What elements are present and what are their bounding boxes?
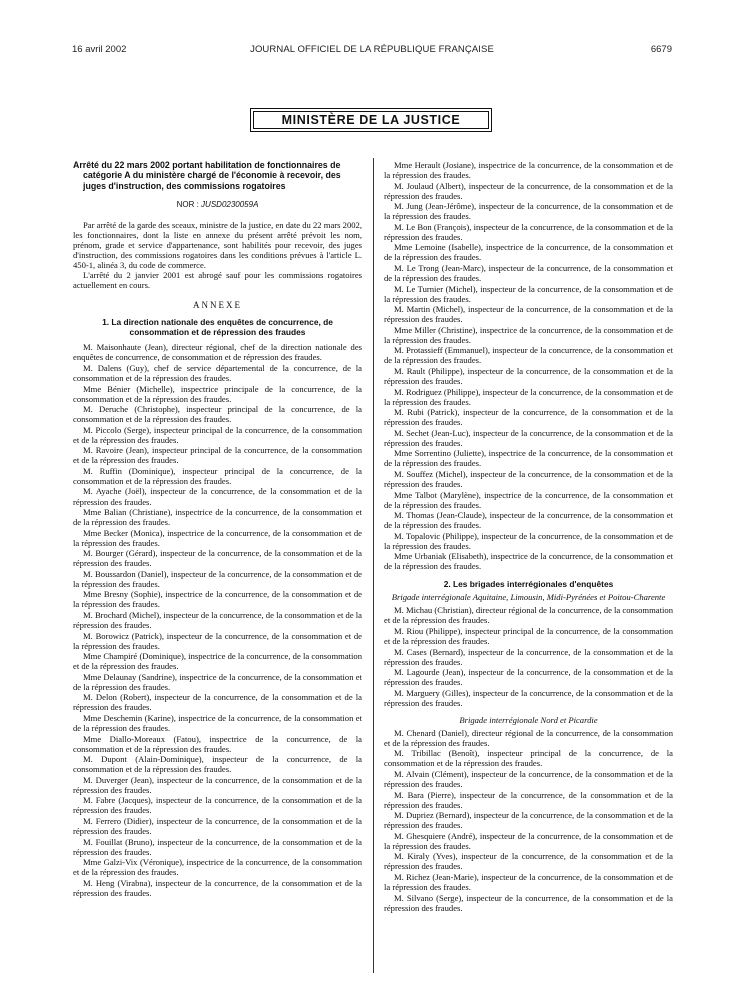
decree-paragraph: L'arrêté du 2 janvier 2001 est abrogé sauf pour les commissions rogatoires actuellement en cours. [73,270,362,291]
list-item: M. Ghesquiere (André), inspecteur de la concurrence, de la consommation et de la répression des fraudes. [384,830,673,851]
list-item: M. Bara (Pierre), inspecteur de la concurrence, de la consommation et de la répression des fraudes. [384,789,673,810]
list-item: M. Duverger (Jean), inspecteur de la concurrence, de la consommation et de la répression des fraudes. [73,774,362,795]
list-item: Mme Bresny (Sophie), inspectrice de la concurrence, de la consommation et de la répression des fraudes. [73,589,362,610]
list-item: M. Alvain (Clément), inspecteur de la concurrence, de la consommation et de la répression des fraudes. [384,769,673,790]
list-item: M. Deruche (Christophe), inspecteur principal de la concurrence, de la consommation et de la répression des fraudes. [73,404,362,425]
header-date: 16 avril 2002 [72,44,127,55]
brigade-2-name: Brigade interrégionale Nord et Picardie [459,714,598,725]
section-2-title: 2. Les brigades interrégionales d'enquêtes [443,579,614,590]
list-item: Mme Delaunay (Sandrine), inspectrice de la concurrence, de la consommation et de la répression des fraudes. [73,671,362,692]
header-page-number: 6679 [650,44,672,55]
list-item: M. Michau (Christian), directeur régional de la concurrence, de la consommation et de la répression des fraudes. [384,605,673,626]
list-item: Mme Herault (Josiane), inspectrice de la concurrence, de la consommation et de la répression des fraudes. [384,160,673,181]
list-item: M. Rubi (Patrick), inspecteur de la concurrence, de la consommation et de la répression des fraudes. [384,407,673,428]
list-item: M. Ravoire (Jean), inspecteur principal de la concurrence, de la consommation et de la répression des fraudes. [73,445,362,466]
list-item: M. Dupriez (Bernard), inspecteur de la concurrence, de la consommation et de la répression des fraudes. [384,810,673,831]
list-item: M. Maisonhaute (Jean), directeur régional, chef de la direction nationale des enquêtes de concurrence, de consommation et de répression des fraudes. [73,342,362,363]
list-item: M. Piccolo (Serge), inspecteur principal de la concurrence, de la consommation et de la répression des fraudes. [73,424,362,445]
list-item: M. Bourger (Gérard), inspecteur de la concurrence, de la consommation et de la répression des fraudes. [73,548,362,569]
list-item: M. Dalens (Guy), chef de service départemental de la concurrence, de la consommation et de la répression des fraudes. [73,362,362,383]
list-item: Mme Lemoine (Isabelle), inspectrice de la concurrence, de la consommation et de la répression des fraudes. [384,242,673,263]
annex-heading: ANNEXE [193,300,242,311]
column-divider [373,158,374,973]
list-item: Mme Sorrentino (Juliette), inspectrice de la concurrence, de la consommation et de la répression des fraudes. [384,448,673,469]
list-item: M. Fouillat (Bruno), inspecteur de la concurrence, de la consommation et de la répression des fraudes. [73,836,362,857]
list-item: Mme Becker (Monica), inspectrice de la concurrence, de la consommation et de la répression des fraudes. [73,527,362,548]
list-item: M. Le Bon (François), inspecteur de la concurrence, de la consommation et de la répression des fraudes. [384,221,673,242]
list-item: M. Ferrero (Didier), inspecteur de la concurrence, de la consommation et de la répression des fraudes. [73,815,362,837]
list-item: M. Thomas (Jean-Claude), inspecteur de la concurrence, de la consommation et de la répression des fraudes. [384,510,673,531]
list-item: M. Boussardon (Daniel), inspecteur de la concurrence, de la consommation et de la répression des fraudes. [73,568,362,589]
list-item: M. Marguery (Gilles), inspecteur de la concurrence, de la consommation et de la répression des fraudes. [384,687,673,708]
list-item: M. Borowicz (Patrick), inspecteur de la concurrence, de la consommation et de la répression des fraudes. [73,630,362,651]
list-item: Mme Deschemin (Karine), inspectrice de la concurrence, de la consommation et de la répression des fraudes. [73,713,362,734]
decree-paragraph: Par arrêté de la garde des sceaux, ministre de la justice, en date du 22 mars 2002, les fonctionnaires, dont la liste en annexe du présent arrêté prévoit les nom, prénom, grade et service d'appartenance, sont habilités pour recevoir, des juges d'instruction, des commissions rogatoires dans les conditions prévues à l'article L. 450-1, alinéa 3, du code de commerce. [73,219,362,271]
list-item: Mme Bénier (Michelle), inspectrice principale de la concurrence, de la consommation et de la répression des fraudes. [73,383,362,404]
list-item: M. Fabre (Jacques), inspecteur de la concurrence, de la consommation et de la répression des fraudes. [73,795,362,816]
list-item: M. Dupont (Alain-Dominique), inspecteur de la concurrence, de la consommation et de la répression des fraudes. [73,754,362,775]
right-column [384,160,673,913]
list-item: Mme Galzi-Vix (Véronique), inspectrice de la concurrence, de la consommation et de la répression des fraudes. [73,857,362,878]
list-item: Mme Urbaniak (Elisabeth), inspectrice de la concurrence, de la consommation et de la répression des fraudes. [384,551,673,572]
brigade-1-list [384,605,673,707]
list-item: M. Cases (Bernard), inspecteur de la concurrence, de la consommation et de la répression des fraudes. [384,646,673,667]
list-item: M. Richez (Jean-Marie), inspecteur de la concurrence, de la consommation et de la répression des fraudes. [384,872,673,893]
list-item: M. Silvano (Serge), inspecteur de la concurrence, de la consommation et de la répression des fraudes. [384,892,673,913]
section-1-title: 1. La direction nationale des enquêtes de concurrence, de consommation et de répression des fraudes [102,317,333,338]
list-item: Mme Champiré (Dominique), inspectrice de la concurrence, de la consommation et de la répression des fraudes. [73,651,362,672]
list-item: M. Brochard (Michel), inspecteur de la concurrence, de la consommation et de la répression des fraudes. [73,610,362,631]
running-header [72,44,672,58]
list-item: M. Rault (Philippe), inspecteur de la concurrence, de la consommation et de la répression des fraudes. [384,365,673,386]
list-item: M. Le Turnier (Michel), inspecteur de la concurrence, de la consommation et de la répression des fraudes. [384,283,673,304]
nor-label: NOR : [176,199,199,209]
nor-reference [73,200,362,210]
ministry-heading-box [250,108,492,132]
list-item: M. Tribillac (Benoît), inspecteur principal de la concurrence, de la consommation et de la répression des fraudes. [384,748,673,769]
list-item: M. Riou (Philippe), inspecteur principal de la concurrence, de la consommation et de la répression des fraudes. [384,625,673,647]
list-item: M. Ayache (Joël), inspecteur de la concurrence, de la consommation et de la répression des fraudes. [73,486,362,507]
list-item: M. Chenard (Daniel), directeur régional de la concurrence, de la consommation et de la répression des fraudes. [384,727,673,748]
list-item: Mme Talbot (Marylène), inspectrice de la concurrence, de la consommation et de la répression des fraudes. [384,489,673,510]
list-item: M. Ruffin (Dominique), inspecteur principal de la concurrence, de la consommation et de la répression des fraudes. [73,465,362,486]
header-journal-title: JOURNAL OFFICIEL DE LA RÉPUBLIQUE FRANÇAISE [250,44,494,55]
list-item: Mme Balian (Christiane), inspectrice de la concurrence, de la consommation et de la répression des fraudes. [73,507,362,528]
list-item: M. Martin (Michel), inspecteur de la concurrence, de la consommation et de la répression des fraudes. [384,304,673,325]
list-item: M. Rodriguez (Philippe), inspecteur de la concurrence, de la consommation et de la répression des fraudes. [384,386,673,407]
nor-code: JUSD0230059A [201,199,259,209]
list-item: M. Delon (Robert), inspecteur de la concurrence, de la consommation et de la répression des fraudes. [73,692,362,713]
decree-title: Arrêté du 22 mars 2002 portant habilitation de fonctionnaires de catégorie A du ministère chargé de l'économie à recevoir, des juges d'instruction, des commissions rogatoires [73,160,341,191]
list-item: Mme Miller (Christine), inspectrice de la concurrence, de la consommation et de la répression des fraudes. [384,324,673,345]
section-1-list-left [73,342,362,898]
list-item: M. Protassieff (Emmanuel), inspecteur de la concurrence, de la consommation et de la répression des fraudes. [384,345,673,366]
list-item: M. Heng (Virabna), inspecteur de la concurrence, de la consommation et de la répression des fraudes. [73,877,362,898]
list-item: M. Souffez (Michel), inspecteur de la concurrence, de la consommation et de la répression des fraudes. [384,468,673,489]
list-item: M. Topalovic (Philippe), inspecteur de la concurrence, de la consommation et de la répression des fraudes. [384,530,673,551]
list-item: M. Jung (Jean-Jérôme), inspecteur de la concurrence, de la consommation et de la répression des fraudes. [384,201,673,222]
list-item: M. Joulaud (Albert), inspecteur de la concurrence, de la consommation et de la répression des fraudes. [384,180,673,201]
list-item: M. Sechet (Jean-Luc), inspecteur de la concurrence, de la consommation et de la répression des fraudes. [384,427,673,448]
brigade-1-name: Brigade interrégionale Aquitaine, Limousin, Midi-Pyrénées et Poitou-Charente [391,592,666,603]
left-column [73,160,362,898]
brigade-2-list [384,728,673,913]
list-item: Mme Diallo-Moreaux (Fatou), inspectrice de la concurrence, de la consommation et de la répression des fraudes. [73,733,362,754]
ministry-heading: MINISTÈRE DE LA JUSTICE [253,111,489,129]
list-item: M. Kiraly (Yves), inspecteur de la concurrence, de la consommation et de la répression des fraudes. [384,851,673,872]
section-1-list-right [384,160,673,571]
list-item: M. Lagourde (Jean), inspecteur de la concurrence, de la consommation et de la répression des fraudes. [384,667,673,688]
list-item: M. Le Trong (Jean-Marc), inspecteur de la concurrence, de la consommation et de la répression des fraudes. [384,262,673,284]
